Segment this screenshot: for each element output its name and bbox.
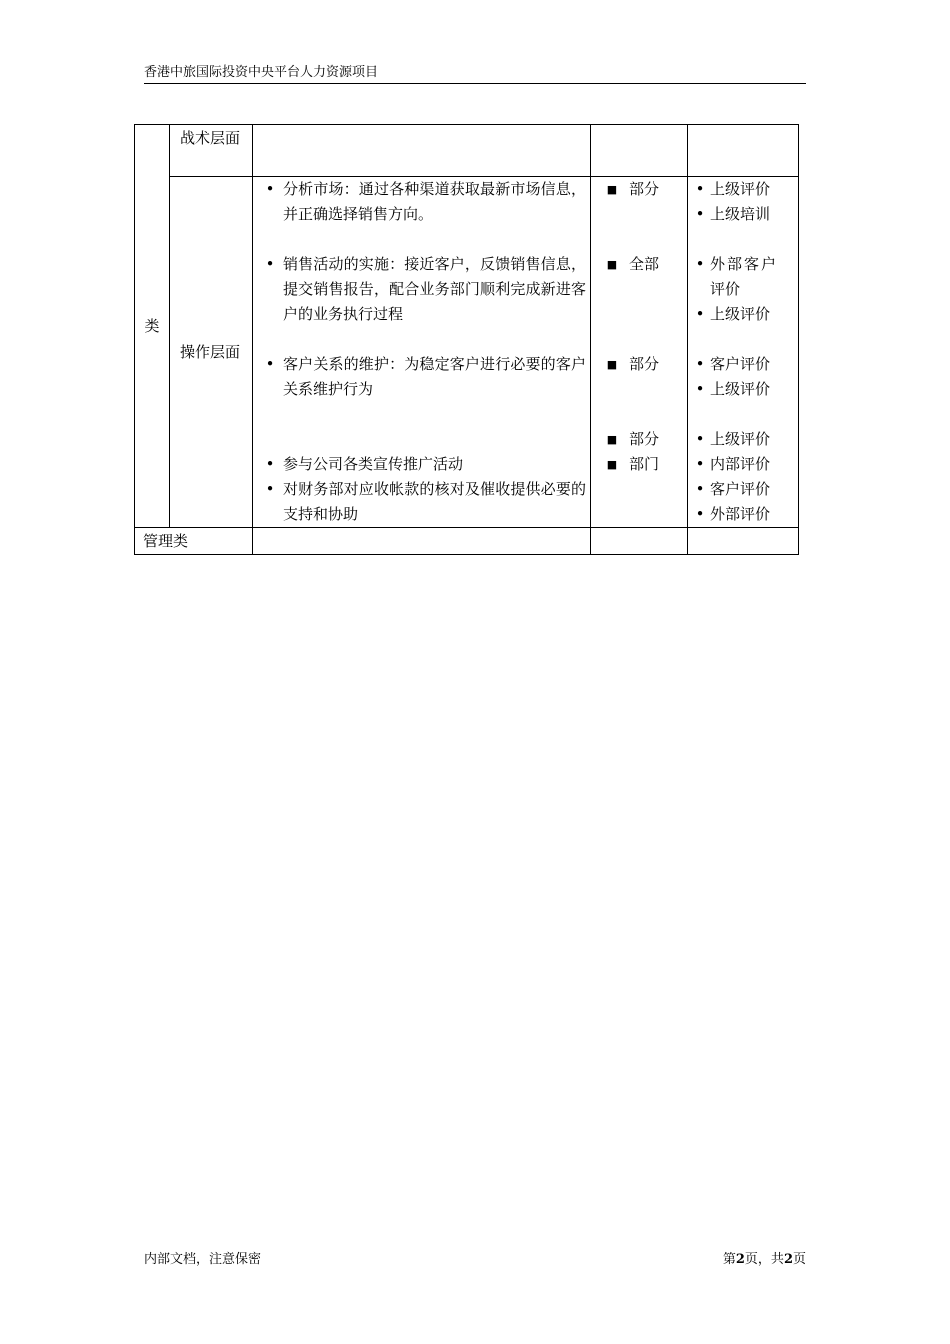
operational-evaluation-cell (688, 177, 799, 528)
bullet-icon: • (695, 305, 705, 323)
bullet-icon: • (695, 255, 705, 273)
task-item: • 参与公司各类宣传推广活动 (257, 452, 586, 477)
evaluation-item: • 上级培训 (690, 202, 794, 227)
bullet-icon: • (265, 480, 275, 498)
management-label: 管理类 (135, 528, 253, 555)
bullet-icon: • (695, 180, 705, 198)
square-bullet-icon: ■ (606, 433, 618, 446)
evaluation-item: • 客户评价 (690, 477, 794, 502)
category-cell: 类 (135, 125, 170, 528)
task-item: • 销售活动的实施：接近客户，反馈销售信息，提交销售报告，配合业务部门顺利完成新进客户的业务执行过程 (257, 252, 586, 327)
bullet-icon: • (695, 355, 705, 373)
involvement-item: ■ 部门 (595, 452, 683, 477)
square-bullet-icon: ■ (606, 258, 618, 271)
page-header: 香港中旅国际投资中央平台人力资源项目 (144, 64, 806, 84)
evaluation-item: • 外部客户评价 (690, 252, 794, 302)
footer-confidential: 内部文档，注意保密 (144, 1252, 262, 1267)
square-bullet-icon: ■ (606, 458, 618, 471)
operational-involvement-cell (591, 177, 688, 528)
evaluation-item: • 外部评价 (690, 502, 794, 527)
task-item: • 对财务部对应收帐款的核对及催收提供必要的支持和协助 (257, 477, 586, 527)
operational-tasks-cell (253, 177, 591, 528)
involvement-item: ■ 部分 (595, 427, 683, 452)
tactical-involvement-cell (591, 125, 688, 177)
task-item: • 分析市场：通过各种渠道获取最新市场信息，并正确选择销售方向。 (257, 177, 586, 227)
tactical-tasks-cell (253, 125, 591, 177)
tactical-evaluation-cell (688, 125, 799, 177)
job-table (134, 124, 799, 555)
evaluation-item: • 上级评价 (690, 377, 794, 402)
management-evaluation-cell (688, 528, 799, 555)
square-bullet-icon: ■ (606, 358, 618, 371)
bullet-icon: • (265, 355, 275, 373)
evaluation-item: • 上级评价 (690, 302, 794, 327)
tactical-label: 战术层面 (170, 125, 253, 177)
management-tasks-cell (253, 528, 591, 555)
evaluation-item: • 内部评价 (690, 452, 794, 477)
table-row (135, 177, 799, 528)
involvement-item: ■ 全部 (595, 252, 683, 277)
involvement-item: ■ 部分 (595, 177, 683, 202)
bullet-icon: • (695, 505, 705, 523)
footer-page-number: 第2页，共2页 (722, 1252, 806, 1267)
table-row (135, 528, 799, 555)
bullet-icon: • (695, 205, 705, 223)
evaluation-item: • 上级评价 (690, 427, 794, 452)
bullet-icon: • (695, 430, 705, 448)
square-bullet-icon: ■ (606, 183, 618, 196)
bullet-icon: • (695, 480, 705, 498)
evaluation-item: • 上级评价 (690, 177, 794, 202)
table-row (135, 125, 799, 177)
evaluation-item: • 客户评价 (690, 352, 794, 377)
task-item: • 客户关系的维护：为稳定客户进行必要的客户关系维护行为 (257, 352, 586, 402)
bullet-icon: • (695, 380, 705, 398)
operational-label: 操作层面 (170, 177, 253, 528)
involvement-item: ■ 部分 (595, 352, 683, 377)
bullet-icon: • (695, 455, 705, 473)
bullet-icon: • (265, 255, 275, 273)
bullet-icon: • (265, 455, 275, 473)
bullet-icon: • (265, 180, 275, 198)
management-involvement-cell (591, 528, 688, 555)
